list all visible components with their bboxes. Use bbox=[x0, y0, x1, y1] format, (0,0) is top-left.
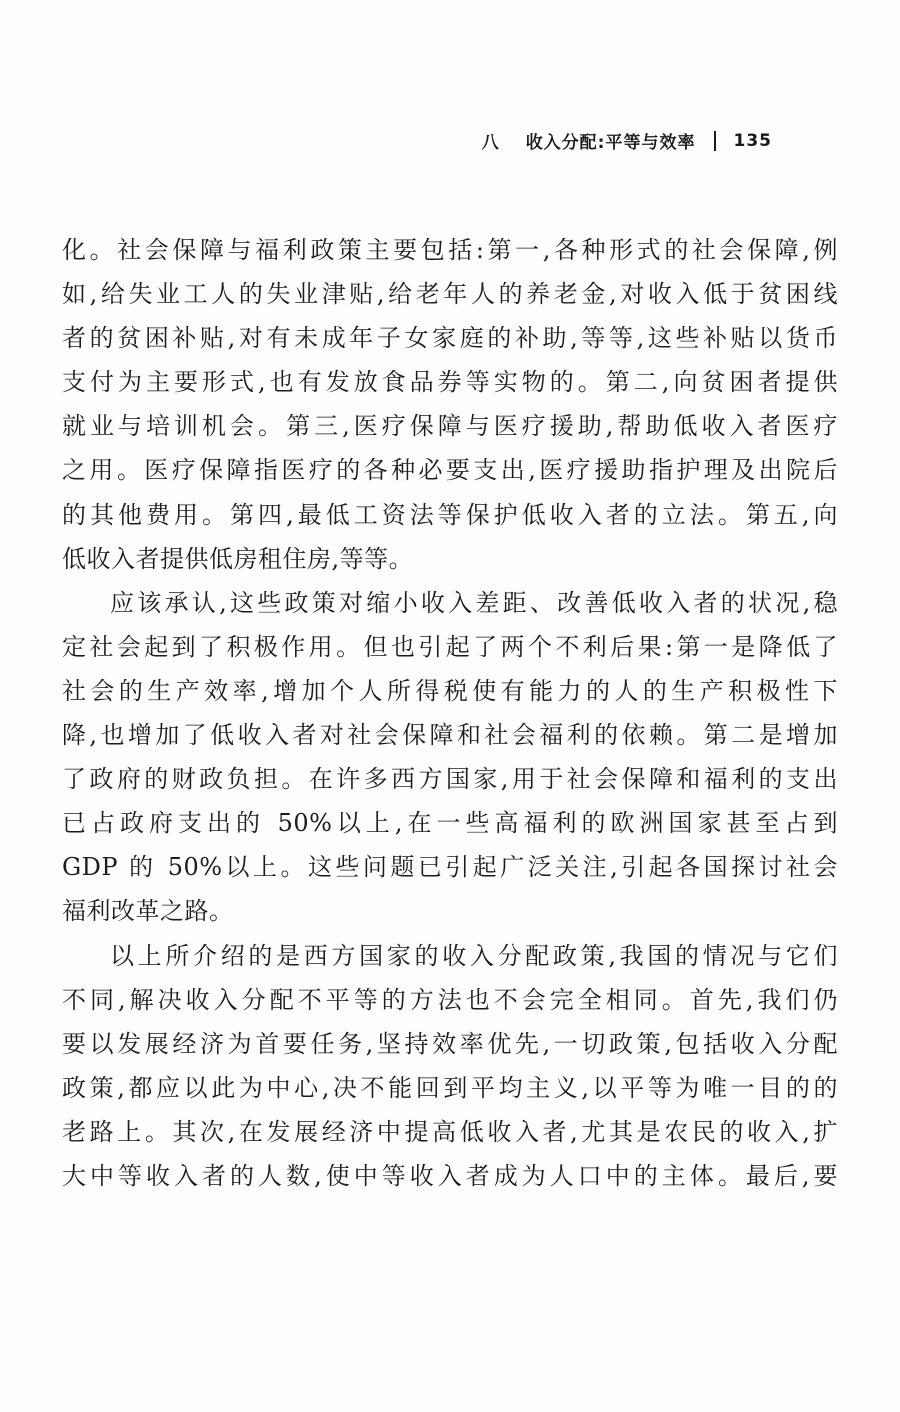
page-number: 135 bbox=[733, 130, 772, 151]
running-header bbox=[482, 128, 772, 153]
body-text bbox=[62, 228, 838, 1198]
chapter-number: 八 bbox=[481, 133, 500, 153]
text-line: 支付为主要形式,也有发放食品券等实物的。第二,向贫困者提供 bbox=[62, 368, 838, 397]
text-line: GDP 的 50%以上。这些问题已引起广泛关注,引起各国探讨社会 bbox=[62, 853, 838, 882]
header-separator bbox=[714, 131, 716, 151]
text-line: 社会的生产效率,增加个人所得税使有能力的人的生产积极性下 bbox=[62, 676, 838, 705]
text-line: 老路上。其次,在发展经济中提高低收入者,尤其是农民的收入,扩 bbox=[62, 1117, 838, 1146]
text-line: 福利改革之路。 bbox=[62, 897, 234, 926]
text-line: 如,给失业工人的失业津贴,给老年人的养老金,对收入低于贫困线 bbox=[62, 280, 838, 309]
text-line: 政策,都应以此为中心,决不能回到平均主义,以平等为唯一目的的 bbox=[62, 1073, 838, 1102]
text-line: 之用。医疗保障指医疗的各种必要支出,医疗援助指护理及出院后 bbox=[62, 456, 838, 485]
text-line: 定社会起到了积极作用。但也引起了两个不利后果:第一是降低了 bbox=[62, 632, 838, 661]
text-line: 低收入者提供低房租住房,等等。 bbox=[62, 544, 414, 573]
text-line: 了政府的财政负担。在许多西方国家,用于社会保障和福利的支出 bbox=[62, 765, 838, 794]
text-line: 已占政府支出的 50%以上,在一些高福利的欧洲国家甚至占到 bbox=[62, 809, 838, 838]
text-line: 降,也增加了低收入者对社会保障和社会福利的依赖。第二是增加 bbox=[62, 721, 838, 750]
chapter-title: 收入分配:平等与效率 bbox=[525, 133, 696, 153]
text-line: 就业与培训机会。第三,医疗保障与医疗援助,帮助低收入者医疗 bbox=[62, 412, 838, 441]
text-line: 以上所介绍的是西方国家的收入分配政策,我国的情况与它们 bbox=[110, 941, 838, 970]
text-line: 不同,解决收入分配不平等的方法也不会完全相同。首先,我们仍 bbox=[62, 985, 838, 1014]
text-line: 大中等收入者的人数,使中等收入者成为人口中的主体。最后,要 bbox=[62, 1161, 838, 1190]
text-line: 应该承认,这些政策对缩小收入差距、改善低收入者的状况,稳 bbox=[110, 588, 838, 617]
text-line: 的其他费用。第四,最低工资法等保护低收入者的立法。第五,向 bbox=[62, 500, 838, 529]
text-line: 要以发展经济为首要任务,坚持效率优先,一切政策,包括收入分配 bbox=[62, 1029, 838, 1058]
text-line: 化。社会保障与福利政策主要包括:第一,各种形式的社会保障,例 bbox=[62, 236, 838, 264]
text-line: 者的贫困补贴,对有未成年子女家庭的补助,等等,这些补贴以货币 bbox=[62, 324, 838, 353]
